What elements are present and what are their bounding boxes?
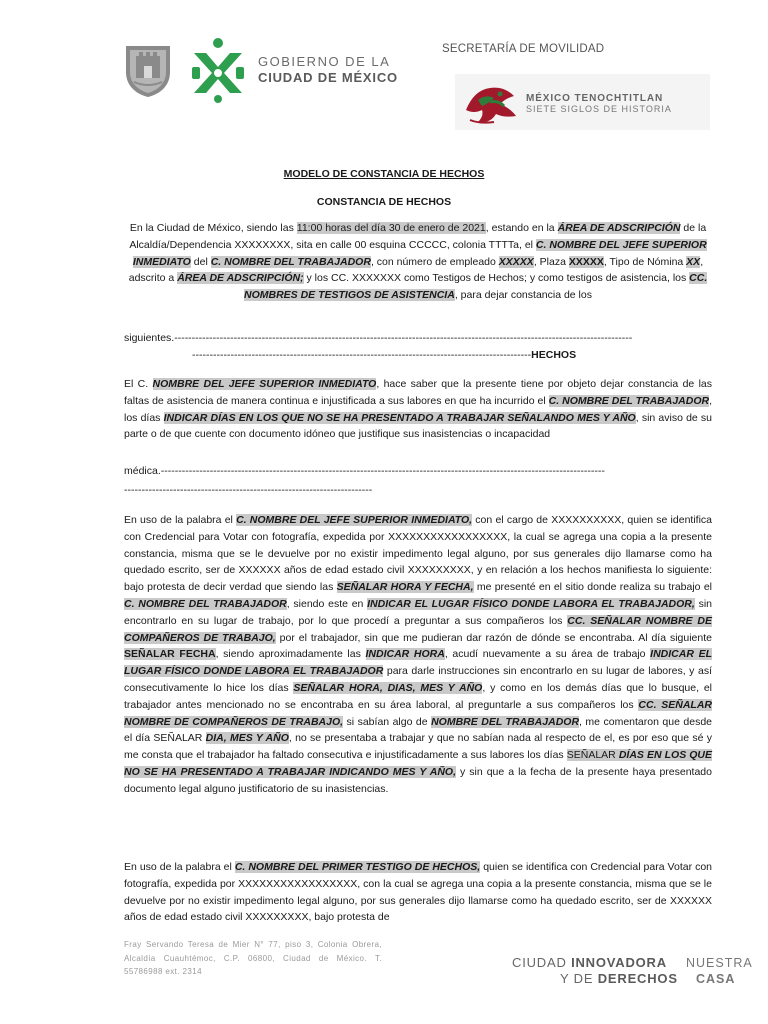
secretaria-heading: SECRETARÍA DE MOVILIDAD xyxy=(442,43,605,55)
siguientes-line: siguientes.----------------------------------------------------------------------------------------------------------------------------------- xyxy=(124,332,633,344)
placeholder-highlight: C. NOMBRE DEL TRABAJADOR xyxy=(210,255,371,268)
medica-line: médica.------------------------------------------------------------------------------------------------------------------------------- xyxy=(124,465,605,477)
placeholder-highlight: C. NOMBRE DEL TRABAJADOR xyxy=(548,394,710,407)
tenochtitlan-title: MÉXICO TENOCHTITLAN xyxy=(526,93,664,104)
placeholder-highlight: SEÑALAR HORA Y FECHA, xyxy=(336,581,474,594)
placeholder-highlight: DIA, MES Y AÑO xyxy=(205,732,289,745)
gov-title-line1: GOBIERNO DE LA xyxy=(258,54,391,69)
placeholder-highlight: INDICAR HORA xyxy=(365,648,445,661)
placeholder-highlight: INDICAR EL LUGAR FÍSICO DONDE LABORA EL TRABAJADOR xyxy=(124,648,712,678)
facts-paragraph-2: En uso de la palabra el C. NOMBRE DEL JEFE SUPERIOR INMEDIATO, con el cargo de XXXXXXXXXX, quien se identifica con Credencial para Votar con fotografía, expedida por XXXXXXXXXXXXXXXXX, la cual se agrega una copia a la presente constancia, misma que se le devuelve por no existir impedimento legal alguno, por sus generales dijo llamarse como ha quedado escrito, ser de XXXXXX años de edad estado civil XXXXXXXXX, y en relación a los hechos manifiesta lo siguiente: bajo protesta de decir verdad que siendo las SEÑALAR HORA Y FECHA, me presenté en el sitio donde realiza su trabajo el C. NOMBRE DEL TRABAJADOR, siendo este en INDICAR EL LUGAR FÍSICO DONDE LABORA EL TRABAJADOR, sin encontrarlo en su lugar de trabajo, por lo que procedí a preguntar a sus compañeros los CC. SEÑALAR NOMBRE DE COMPAÑEROS DE TRABAJO, por el trabajador, sin que me pudieran dar razón de dónde se encontraba. Al día siguiente SEÑALAR FECHA, siendo aproximadamente las INDICAR HORA, acudí nuevamente a su área de trabajo INDICAR EL LUGAR FÍSICO DONDE LABORA EL TRABAJADOR para darle instrucciones sin encontrarlo en su lugar de labores, y así consecutivamente lo hice los días SEÑALAR HORA, DIAS, MES Y AÑO, y como en los demás días que lo busque, el trabajador antes mencionado no se encontraba en su área laboral, al preguntarle a sus compañeros los CC. SEÑALAR NOMBRE DE COMPAÑEROS DE TRABAJO, si sabían algo de NOMBRE DEL TRABAJADOR, me comentaron que desde el día SEÑALAR DIA, MES Y AÑO, no se presentaba a trabajar y que no sabían nada al respecto de el, es por eso que sé y me consta que el trabajador ha faltado consecutiva e injustificadamente a sus labores los días SEÑALAR DÍAS EN LOS QUE NO SE HA PRESENTADO A TRABAJAR INDICANDO MES Y AÑO, y sin que a la fecha de la presente haya presentado documento legal alguno justificatorio de su inasistencias. xyxy=(124,514,713,795)
placeholder-highlight: ÁREA DE ADSCRIPCIÓN xyxy=(557,222,681,234)
facts-paragraph-3: En uso de la palabra el C. NOMBRE DEL PRIMER TESTIGO DE HECHOS, quien se identifica con Credencial para Votar con fotografía, expedida por XXXXXXXXXXXXXXXXX, con la cual se agrega una copia a la presente constancia, misma que se le devuelve por no existir impedimento legal alguno, por sus generales dijo llamarse como ha quedado escrito, ser de XXXXXX años de edad estado civil XXXXXXXXX, bajo protesta de xyxy=(124,861,713,924)
placeholder-highlight: 11:00 horas del día 30 de enero de 2021 xyxy=(296,222,486,234)
placeholder-highlight: SEÑALAR HORA, DIAS, MES Y AÑO xyxy=(293,681,483,694)
placeholder-highlight: NOMBRE DEL TRABAJADOR xyxy=(431,715,580,728)
placeholder-highlight: C. NOMBRE DEL JEFE SUPERIOR INMEDIATO, xyxy=(236,514,473,526)
cdmx-shield-logo xyxy=(122,42,174,98)
separator-line: ----------------------------------------------------------------------- xyxy=(124,484,373,496)
hechos-heading: -------------------------------------------------------------------------------------------------HECHOS xyxy=(192,349,577,361)
facts-paragraph-1: El C. NOMBRE DEL JEFE SUPERIOR INMEDIATO, hace saber que la presente tiene por objeto dejar constancia de las faltas de asistencia de manera continua e injustificada a sus labores en que ha incurrido el C. NOMBRE DEL TRABAJADOR, los días INDICAR DÍAS EN LOS QUE NO SE HA PRESENTADO A TRABAJAR SEÑALANDO MES Y AÑO, sin aviso de su parte o de que cuente con documento idóneo que justifique sus inasistencias o incapacidad xyxy=(124,378,713,441)
intro-paragraph: En la Ciudad de México, siendo las 11:00 horas del día 30 de enero de 2021, estando en la ÁREA DE ADSCRIPCIÓN de la Alcaldía/Dependencia XXXXXXXX, sita en calle 00 esquina CCCCC, colonia TTTTa, el C. NOMBRE DEL JEFE SUPERIOR INMEDIATO del C. NOMBRE DEL TRABAJADOR, con número de empleado XXXXX, Plaza XXXXX, Tipo de Nómina XX, adscrito a ÁREA DE ADSCRIPCIÓN; y los CC. XXXXXXX como Testigos de Hechos; y como testigos de asistencia, los CC. NOMBRES DE TESTIGOS DE ASISTENCIA, para dejar constancia de los xyxy=(128,222,708,302)
placeholder-highlight: XXXXX xyxy=(498,255,534,268)
eagle-emblem-icon xyxy=(460,80,522,128)
placeholder-highlight: SEÑALAR xyxy=(566,749,619,762)
placeholder-highlight: ÁREA DE ADSCRIPCIÓN; xyxy=(177,272,304,285)
placeholder-highlight: C. NOMBRE DEL TRABAJADOR xyxy=(124,597,287,610)
document-title: MODELO DE CONSTANCIA DE HECHOS xyxy=(283,168,485,180)
placeholder-highlight: CC. SEÑALAR NOMBRE DE COMPAÑEROS DE TRABAJO, xyxy=(124,614,712,644)
placeholder-highlight: INDICAR EL LUGAR FÍSICO DONDE LABORA EL TRABAJADOR, xyxy=(367,597,695,610)
cdmx-brand-icon xyxy=(190,37,246,103)
tenochtitlan-subtitle: SIETE SIGLOS DE HISTORIA xyxy=(526,104,672,114)
placeholder-highlight: SEÑALAR FECHA xyxy=(124,648,216,661)
placeholder-highlight: C. NOMBRE DEL JEFE SUPERIOR INMEDIATO xyxy=(132,238,707,268)
placeholder-highlight: C. NOMBRE DEL PRIMER TESTIGO DE HECHOS, xyxy=(234,861,481,873)
placeholder-highlight: CC. SEÑALAR NOMBRE DE COMPAÑEROS DE TRABAJO, xyxy=(124,698,712,728)
placeholder-highlight: INDICAR DÍAS EN LOS QUE NO SE HA PRESENTADO A TRABAJAR SEÑALANDO MES Y AÑO xyxy=(163,411,636,424)
footer-slogan: CIUDAD INNOVADORA Y DE DERECHOS xyxy=(512,955,678,986)
placeholder-highlight: NOMBRE DEL JEFE SUPERIOR INMEDIATO xyxy=(152,378,377,390)
footer-address: Fray Servando Teresa de Mier N° 77, piso 3, Colonia Obrera, Alcaldía Cuauhtémoc, C.P. 06800, Ciudad de México. T. 55786988 ext. 2314 xyxy=(124,940,382,976)
document-subtitle: CONSTANCIA DE HECHOS xyxy=(316,196,452,208)
placeholder-highlight: XX xyxy=(686,255,701,268)
gov-title-line2: CIUDAD DE MÉXICO xyxy=(258,70,398,85)
placeholder-highlight: CC. NOMBRES DE TESTIGOS DE ASISTENCIA xyxy=(244,272,708,302)
placeholder-highlight: XXXXX xyxy=(568,255,604,268)
footer-nuestra-casa: NUESTRA CASA xyxy=(686,956,753,986)
placeholder-highlight: DÍAS EN LOS QUE NO SE HA PRESENTADO A TRABAJAR INDICANDO MES Y AÑO, xyxy=(124,749,713,778)
